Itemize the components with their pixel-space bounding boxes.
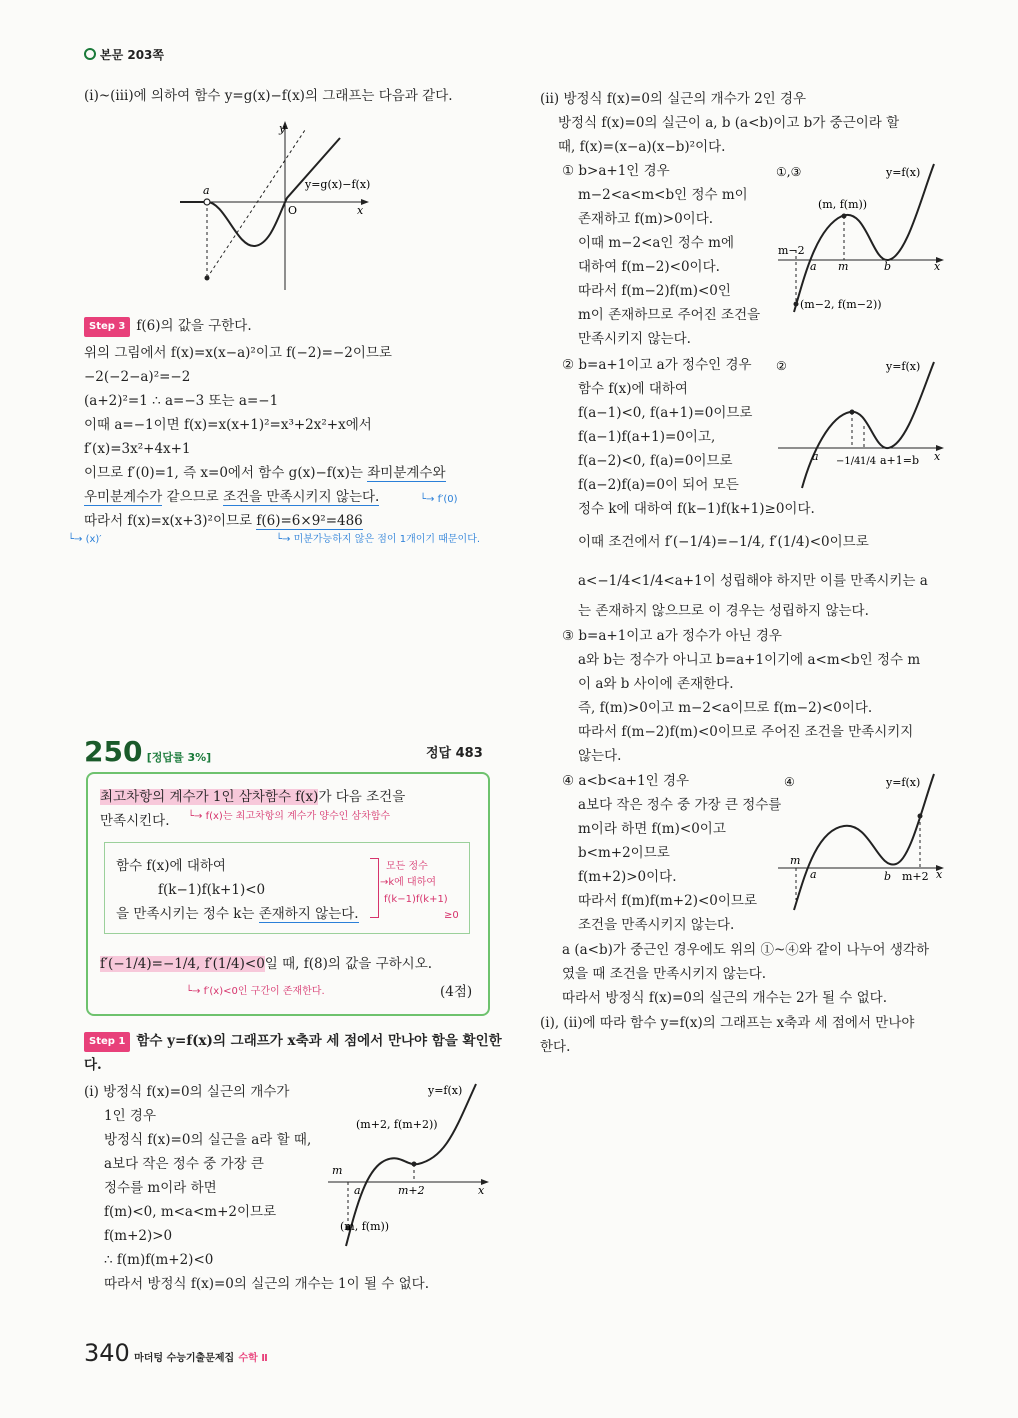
m2-label: m+2 [902, 870, 929, 883]
point-neg [850, 410, 855, 415]
curve-label: y=f(x) [886, 360, 921, 373]
m-label: m [838, 260, 849, 273]
graph-g-minus-f [175, 118, 395, 293]
ii-title: (ⅱ) 방정식 f(x)=0의 실근의 개수가 2인 경우 [540, 91, 807, 107]
m-label: m [790, 854, 801, 867]
step3-title: f(6)의 값을 구한다. [136, 318, 252, 334]
problem-rate: [정답률 3%] [146, 751, 212, 764]
c1-line: m−2<a<m<b인 정수 m이 [578, 187, 748, 203]
c3-line: ③ b=a+1이고 a가 정수가 아닌 경우 [562, 628, 782, 644]
c3-line: 않는다. [578, 748, 622, 764]
c2-line: 정수 k에 대하여 f(k−1)f(k+1)≥0이다. [578, 501, 815, 517]
m2-label: m−2 [778, 244, 805, 257]
m2-label: m+2 [398, 1184, 425, 1197]
case1-line: 따라서 방정식 f(x)=0의 실근의 개수는 1이 될 수 없다. [104, 1276, 429, 1292]
note-reason: └→ 미분가능하지 않은 점이 1개이기 때문이다. [276, 534, 481, 545]
c1-line: 이때 m−2<a인 정수 m에 [578, 235, 734, 251]
c3-line: 따라서 f(m−2)f(m)<0이므로 주어진 조건을 만족시키지 [578, 724, 914, 740]
point-m2 [412, 1162, 417, 1167]
problem-stmt [100, 788, 405, 806]
curve-label: y=f(x) [886, 166, 921, 179]
note-neg: └→ f′(x)<0인 구간이 존재한다. [186, 986, 325, 997]
ii-line: 방정식 f(x)=0의 실근이 a, b (a<b)이고 b가 중근이라 할 [558, 115, 900, 131]
c2b-line: 는 존재하지 않으므로 이 경우는 성립하지 않는다. [578, 603, 869, 619]
end-line: 였을 때 조건을 만족시키지 않는다. [562, 966, 767, 982]
side1: 모든 정수 [386, 861, 428, 872]
y-label: y [279, 122, 286, 135]
b-label: b [884, 260, 892, 273]
note-cubic-text: f(x)는 최고차항의 계수가 양수인 삼차함수 [205, 811, 391, 822]
c4-line: m이라 하면 f(m)<0이고 [578, 821, 726, 837]
p-top-label: (m+2, f(m+2)) [356, 1118, 438, 1131]
x-label: x [934, 450, 941, 463]
graph-case-13 [776, 158, 948, 318]
step1-heading [84, 1032, 502, 1052]
curve-label: y=f(x) [428, 1084, 463, 1097]
problem-stmt2: 만족시킨다. [100, 813, 170, 829]
question [100, 955, 432, 973]
case1-line: 1인 경우 [104, 1108, 157, 1124]
c1-line: 존재하고 f(m)>0이다. [578, 211, 714, 227]
graph-curve [794, 774, 934, 910]
section-ref-text: 본문 203쪽 [100, 48, 165, 62]
page-number: 340 [84, 1339, 130, 1367]
end-line: (ⅰ), (ⅱ)에 따라 함수 y=f(x)의 그래프는 x축과 세 점에서 만나야 [540, 1015, 915, 1031]
case1-line: a보다 작은 정수 중 가장 큰 [104, 1156, 264, 1172]
step3-heading [84, 317, 252, 337]
c2b-line: a<−1/4<1/4<a+1이 성립해야 하지만 이를 만족시키는 a [578, 573, 928, 589]
curve-label: y=g(x)−f(x) [305, 178, 371, 191]
ring-icon [84, 48, 96, 60]
c1-line: 따라서 f(m−2)f(m)<0인 [578, 283, 731, 299]
tag-label: ② [776, 359, 787, 373]
line7-u1: 우미분계수가 [84, 489, 163, 505]
x-label: x [357, 204, 364, 217]
p-bot-label: (m, f(m)) [340, 1220, 390, 1233]
side4: ≥0 [444, 910, 459, 921]
tag-label: ④ [784, 775, 795, 789]
end-line: a (a<b)가 중근인 경우에도 위의 ①~④와 같이 나누어 생각하 [562, 942, 930, 958]
points: (4점) [440, 984, 473, 1000]
line6-underline: 좌미분계수와 [367, 465, 446, 481]
curve-label: y=f(x) [886, 776, 921, 789]
a-label: a [203, 184, 210, 197]
question-rest: 일 때, f(8)의 값을 구하시오. [264, 956, 433, 972]
c1-line: 대하여 f(m−2)<0이다. [578, 259, 720, 275]
tag-label: ①,③ [776, 165, 802, 179]
side3: f(k−1)f(k+1) [384, 894, 448, 905]
point-m [842, 214, 847, 219]
c2-line: f(a−2)<0, f(a)=0이므로 [578, 453, 733, 469]
c2b-line: 이때 조건에서 f′(−1/4)=−1/4, f′(1/4)<0이므로 [578, 534, 869, 550]
text-line [84, 488, 379, 506]
x-label: x [478, 1184, 485, 1197]
origin-label: O [288, 204, 298, 217]
ab-label: a+1=b [880, 454, 920, 467]
cond3 [116, 905, 359, 923]
line7-u2: 조건을 만족시키지 않는다. [223, 489, 380, 505]
step1-title2: 다. [84, 1057, 102, 1073]
c2-line: ② b=a+1이고 a가 정수인 경우 [562, 357, 752, 373]
graph-case-4 [776, 768, 948, 918]
graph-case-2 [776, 352, 948, 492]
step1-badge: Step 1 [84, 1032, 130, 1052]
open-point [204, 199, 210, 205]
graph-case-i [326, 1078, 491, 1250]
case1-line: f(m+2)>0 [104, 1228, 173, 1244]
c3-line: a와 b는 정수가 아니고 b=a+1이기에 a<m<b인 정수 m [578, 652, 921, 668]
end-line: 따라서 방정식 f(x)=0의 실근의 개수는 2가 될 수 없다. [562, 990, 887, 1006]
ii-line: 때, f(x)=(x−a)(x−b)²이다. [558, 139, 726, 155]
note-cubic: └→ f(x)는 최고차항의 계수가 양수인 삼차함수 [188, 811, 391, 822]
text-line: (a+2)²=1 ∴ a=−3 또는 a=−1 [84, 393, 279, 409]
cond1: 함수 f(x)에 대하여 [116, 858, 226, 874]
c4-line: f(m+2)>0이다. [578, 869, 677, 885]
stmt-rest: 가 다음 조건을 [318, 789, 406, 805]
a-label: a [812, 450, 819, 463]
m-label: m [332, 1164, 343, 1177]
c2-line: f(a−1)<0, f(a+1)=0이므로 [578, 405, 753, 421]
note-neg-text: f′(x)<0인 구간이 존재한다. [203, 986, 325, 997]
note-xprime: └→ (x)′ [68, 534, 102, 545]
text-line [84, 512, 363, 530]
solid-point [205, 276, 210, 281]
a-label: a [810, 868, 817, 881]
answer: 정답 483 [426, 746, 483, 761]
pos-quarter-label: 1/4 [860, 456, 877, 467]
text-line: 위의 그림에서 f(x)=x(x−a)²이고 f(−2)=−2이므로 [84, 345, 392, 361]
c4-line: 조건을 만족시키지 않는다. [578, 917, 735, 933]
side2: →k에 대하여 [380, 877, 437, 888]
question-highlight: f′(−1/4)=−1/4, f′(1/4)<0 [100, 956, 265, 972]
subject: 수학 Ⅱ [238, 1353, 268, 1364]
c4-line: a보다 작은 정수 중 가장 큰 정수를 [578, 797, 782, 813]
text-line: 이때 a=−1이면 f(x)=x(x+1)²=x³+2x²+x에서 [84, 417, 372, 433]
line8-pre: 따라서 f(x)=x(x+3)²이므로 [84, 513, 257, 529]
point-m2 [918, 814, 923, 819]
point-m2 [794, 302, 799, 307]
side-bracket [370, 858, 379, 918]
note-reason-text: 미분가능하지 않은 점이 1개이기 때문이다. [293, 534, 481, 545]
case1-line: 방정식 f(x)=0의 실근을 a라 할 때, [104, 1132, 312, 1148]
intro-text: (ⅰ)~(ⅲ)에 의하여 함수 y=g(x)−f(x)의 그래프는 다음과 같다. [84, 88, 453, 104]
a-label: a [810, 260, 817, 273]
cond3-underline: 존재하지 않는다. [258, 906, 359, 922]
line7-mid: 같으므로 [162, 489, 223, 505]
note-f0-text: f′(0) [437, 494, 458, 505]
p-top-label: (m, f(m)) [818, 198, 868, 211]
cond3-pre: 을 만족시키는 정수 k는 [116, 906, 259, 922]
problem-header [84, 736, 211, 774]
c1-line: ① b>a+1인 경우 [562, 163, 670, 179]
neg-quarter-label: −1/4 [836, 456, 861, 467]
case1-line: (ⅰ) 방정식 f(x)=0의 실근의 개수가 [84, 1084, 290, 1100]
text-line: f′(x)=3x²+4x+1 [84, 441, 191, 457]
c3-line: 즉, f(m)>0이고 m−2<a이므로 f(m−2)<0이다. [578, 700, 873, 716]
line8-underline: f(6)=6×9²=486 [256, 513, 363, 529]
step1-title: 함수 y=f(x)의 그래프가 x축과 세 점에서 만나야 함을 확인한 [136, 1033, 502, 1049]
note-xprime-text: (x)′ [85, 534, 102, 545]
case1-line: 정수를 m이라 하면 [104, 1180, 217, 1196]
c2-line: 함수 f(x)에 대하여 [578, 381, 688, 397]
footer [84, 1340, 268, 1372]
c2-line: f(a−1)f(a+1)=0이고, [578, 429, 716, 445]
c4-line: b<m+2이므로 [578, 845, 670, 861]
case1-line: ∴ f(m)f(m+2)<0 [104, 1252, 214, 1268]
stmt-highlight: 최고차항의 계수가 1인 삼차함수 f(x) [100, 789, 319, 805]
c1-line: m이 존재하므로 주어진 조건을 [578, 307, 761, 323]
text-line: −2(−2−a)²=−2 [84, 369, 191, 385]
section-ref [84, 46, 164, 64]
b-label: b [884, 870, 892, 883]
side2-text: k에 대하여 [388, 877, 437, 888]
cond2: f(k−1)f(k+1)<0 [158, 882, 266, 898]
problem-number: 250 [84, 735, 143, 768]
book-title: 마더텅 수능기출문제집 [134, 1353, 235, 1364]
end-line: 한다. [540, 1039, 571, 1055]
line6-pre: 이므로 f′(0)=1, 즉 x=0에서 함수 g(x)−f(x)는 [84, 465, 368, 481]
note-f0: └→ f′(0) [420, 494, 458, 505]
graph-curve [802, 362, 934, 488]
x-label: x [934, 260, 941, 273]
c4-line: 따라서 f(m)f(m+2)<0이므로 [578, 893, 758, 909]
c4-line: ④ a<b<a+1인 경우 [562, 773, 690, 789]
p-bot-label: (m−2, f(m−2)) [800, 298, 882, 311]
c1-line: 만족시키지 않는다. [578, 331, 691, 347]
c2-line: f(a−2)f(a)=0이 되어 모든 [578, 477, 739, 493]
case1-line: f(m)<0, m<a<m+2이므로 [104, 1204, 277, 1220]
a-label: a [354, 1184, 361, 1197]
text-line [84, 464, 446, 482]
graph-curve [794, 164, 934, 312]
x-label: x [936, 868, 943, 881]
step3-badge: Step 3 [84, 317, 130, 337]
c3-line: 이 a와 b 사이에 존재한다. [578, 676, 734, 692]
